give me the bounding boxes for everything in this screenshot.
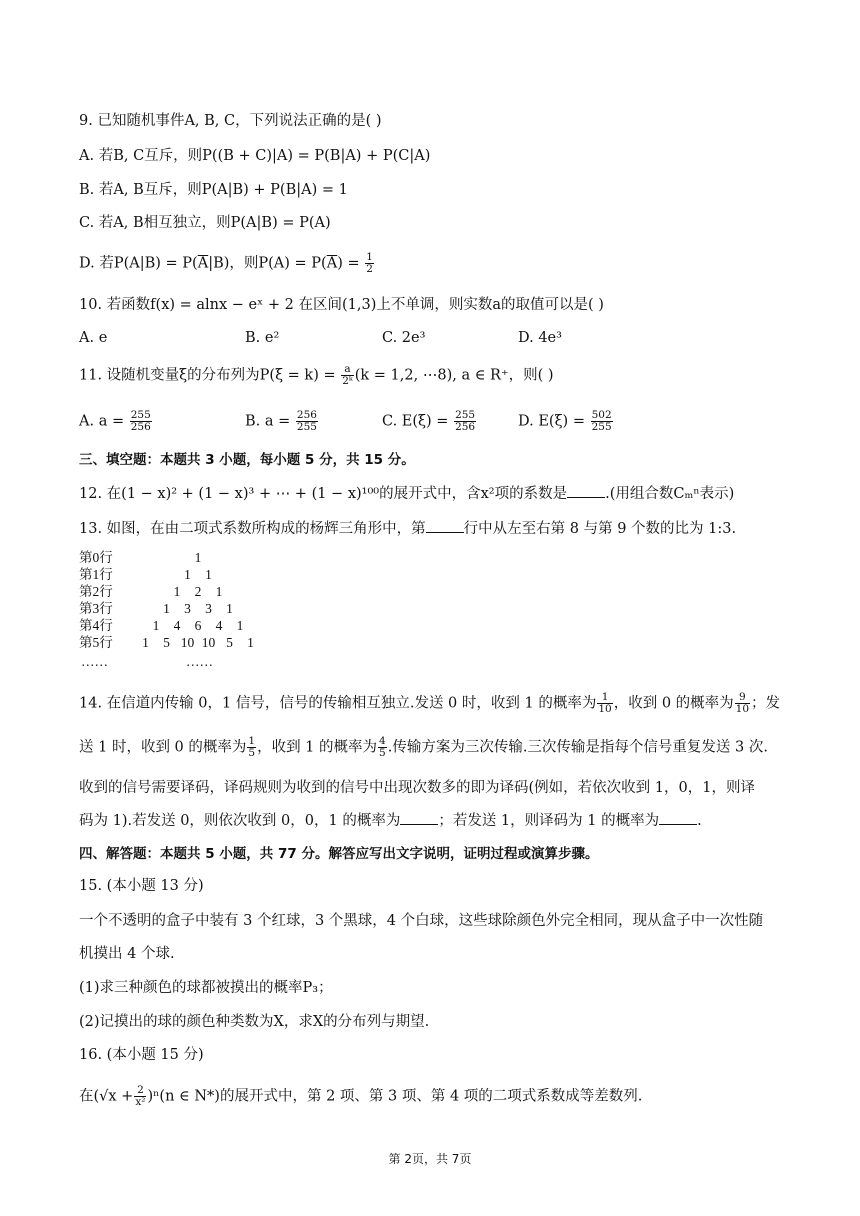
triangle-value: 1: [194, 550, 202, 565]
triangle-ellipsis-left: ……: [81, 654, 108, 669]
q14-frac-3: $\frac{1}{5}$: [248, 735, 256, 759]
section-4-heading: 四、解答题：本题共 5 小题，共 77 分。解答应写出文字说明，证明过程或演算步骤。: [79, 846, 599, 862]
q11-stem: [79, 364, 554, 387]
q12-before: 12. 在(1 − x)² + (1 − x)³ + ⋯ + (1 − x)¹⁰⁰的展开式中，含x²项的系数是: [79, 486, 568, 502]
q11-option-d: D. E(ξ) = $\frac{502}{255}$: [518, 409, 612, 433]
q14-line-1: 14. 在信道内传输 0，1 信号，信号的传输相互独立.发送 0 时，收到 1 的概率为 $\frac{1}{10}$ ，收到 0 的概率为 $\frac{9}{10}$ ；发: [79, 691, 781, 715]
triangle-value: 1: [215, 584, 223, 599]
q15-part-1: (1)求三种颜色的球都被摸出的概率P₃；: [79, 980, 333, 996]
q14-answer-blank-2: [659, 810, 697, 825]
triangle-value: 10: [201, 635, 216, 650]
q9-d-abar: $\overline{A}$: [197, 255, 209, 272]
triangle-value: 10: [180, 635, 195, 650]
q9-d-fraction: $\frac{1}{2}$: [366, 251, 373, 275]
q12-answer-blank: [567, 483, 605, 498]
q14-answer-blank-1: [400, 810, 438, 825]
q15-line-1: 一个不透明的盒子中装有 3 个红球，3 个黑球，4 个白球，这些球除颜色外完全相同，现从盒子中一次性随: [79, 913, 764, 929]
triangle-value: 1: [205, 567, 212, 582]
triangle-value: 1: [142, 635, 149, 650]
q14-frac-4: $\frac{4}{5}$: [379, 735, 386, 759]
page-footer: 第 2页，共 7页: [388, 1152, 472, 1166]
q9-option-b: B. 若A, B互斥，则P(A|B) + P(B|A) = 1: [79, 182, 348, 198]
q14-line-4: 码为 1).若发送 0，则依次收到 0，0，1 的概率为 ；若发送 1，则译码为 1 的概率为 .: [79, 810, 702, 831]
section-3-heading: 三、填空题：本题共 3 小题，每小题 5 分，共 15 分。: [79, 452, 415, 468]
triangle-value: 2: [194, 584, 202, 599]
q13-after: 行中从左至右第 8 与第 9 个数的比为 1:3.: [463, 521, 737, 537]
q11-fraction: $\frac{a}{\text{2ᵏ}}$: [342, 363, 353, 387]
q9-d-end: ) =: [337, 255, 360, 272]
q15-heading: 15. (本小题 13 分): [79, 878, 204, 894]
q9-d-abar2: $\overline{A}$: [326, 255, 338, 272]
triangle-row-label: 第1行: [79, 567, 113, 582]
q14-frac-2: $\frac{9}{10}$: [735, 691, 750, 715]
q11-option-a: A. a = $\frac{255}{256}$: [79, 409, 151, 433]
q12-after: .(用组合数Cₘⁿ表示): [605, 486, 735, 502]
triangle-row-label: 第0行: [79, 550, 113, 565]
triangle-row-label: 第3行: [79, 601, 113, 616]
pascal-triangle: [79, 549, 299, 684]
q15-part-2: (2)记摸出的球的颜色种类数为X，求X的分布列与期望.: [79, 1014, 430, 1030]
q14-line-2: 送 1 时，收到 0 的概率为 $\frac{1}{5}$ ，收到 1 的概率为 $\frac{4}{5}$ .传输方案为三次传输.三次传输是指每个信号重复发送 3 次.: [79, 735, 768, 759]
triangle-value: 1: [163, 601, 170, 616]
q11-stem-b: (k = 1,2, ⋯8), a ∈ R⁺，则( ): [354, 367, 554, 384]
q16-fraction: $\frac{2}{\text{x²}}$: [135, 1084, 146, 1108]
triangle-value: 1: [184, 567, 191, 582]
triangle-row-label: 第5行: [79, 635, 113, 650]
q10-option-c: C. 2e³: [382, 330, 426, 346]
triangle-value: 4: [173, 618, 181, 633]
q9-option-d: [79, 252, 375, 275]
q16-heading: 16. (本小题 15 分): [79, 1047, 204, 1063]
triangle-value: 4: [215, 618, 223, 633]
q12-stem: [79, 483, 734, 504]
triangle-value: 5: [226, 635, 233, 650]
q11-option-b: B. a = $\frac{256}{255}$: [245, 409, 317, 433]
q9-option-c: C. 若A, B相互独立，则P(A|B) = P(A): [79, 215, 331, 231]
triangle-value: 6: [194, 618, 202, 633]
q14-frac-1: $\frac{1}{10}$: [598, 691, 612, 715]
triangle-value: 1: [226, 601, 233, 616]
q9-d-mid: )，则P(A) = P(: [223, 255, 327, 272]
triangle-row-label: 第2行: [79, 584, 113, 599]
q9-stem: 9. 已知随机事件A, B, C，下列说法正确的是( ): [79, 113, 382, 129]
q13-answer-blank: [426, 518, 464, 533]
q15-line-2: 机摸出 4 个球.: [79, 946, 175, 962]
q11-option-c: C. E(ξ) = $\frac{255}{256}$: [382, 409, 476, 433]
q9-d-prefix: D. 若P(A|B) = P(: [79, 255, 198, 272]
triangle-value: 1: [173, 584, 181, 599]
triangle-value: 1: [247, 635, 254, 650]
q11-stem-a: 11. 设随机变量ξ的分布列为P(ξ = k) =: [79, 367, 336, 384]
q14-line-3: 收到的信号需要译码，译码规则为收到的信号中出现次数多的即为译码(例如，若依次收到 1，0，1，则译: [79, 780, 755, 796]
triangle-row-label: 第4行: [79, 618, 113, 633]
triangle-value: 3: [184, 601, 191, 616]
triangle-value: 5: [163, 635, 170, 650]
q10-option-d: D. 4e³: [518, 330, 562, 346]
triangle-ellipsis-right: ……: [186, 654, 213, 669]
q10-option-a: A. e: [79, 330, 108, 346]
q9-option-a: A. 若B, C互斥，则P((B + C)|A) = P(B|A) + P(C|A): [79, 148, 431, 164]
triangle-value: 1: [236, 618, 244, 633]
triangle-value: 3: [205, 601, 212, 616]
q10-option-b: B. e²: [245, 330, 280, 346]
q13-before: 13. 如图，在由二项式系数所构成的杨辉三角形中，第: [79, 521, 426, 537]
q13-stem: [79, 518, 736, 539]
q16-line-1: 在(√x + $\frac{2}{\text{x²}}$ )ⁿ(n ∈ N*)的展开式中，第 2 项、第 3 项、第 4 项的二项式系数成等差数列.: [79, 1084, 643, 1108]
q10-stem: 10. 若函数f(x) = alnx − eˣ + 2 在区间(1,3)上不单调，则实数a的取值可以是( ): [79, 297, 604, 313]
triangle-value: 1: [152, 618, 160, 633]
q9-d-pipe: |B: [208, 255, 224, 272]
